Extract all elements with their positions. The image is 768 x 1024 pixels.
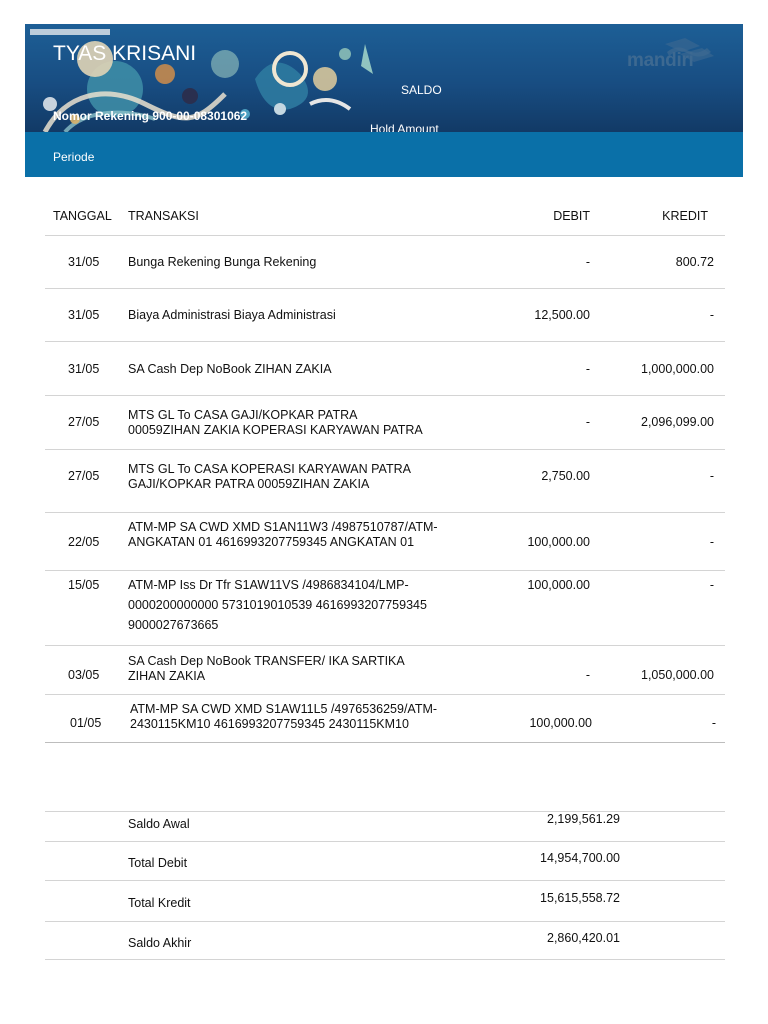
summary-value: 2,860,420.01 <box>547 931 620 945</box>
row-description-line: MTS GL To CASA KOPERASI KARYAWAN PATRA <box>128 462 411 476</box>
row-description-line: MTS GL To CASA GAJI/KOPKAR PATRA <box>128 408 358 422</box>
summary-label: Saldo Akhir <box>128 936 192 950</box>
divider <box>45 288 725 289</box>
row-kredit: - <box>709 308 714 322</box>
row-kredit: - <box>709 469 714 483</box>
row-debit: 100,000.00 <box>529 716 592 730</box>
row-description: SA Cash Dep NoBook ZIHAN ZAKIA <box>128 362 332 376</box>
account-holder-name: TYAS KRISANI <box>53 42 197 65</box>
saldo-label: SALDO <box>401 83 442 97</box>
row-debit: 12,500.00 <box>534 308 590 322</box>
divider <box>45 811 725 812</box>
divider <box>45 841 725 842</box>
row-debit: - <box>585 668 590 682</box>
col-header-kredit: KREDIT <box>662 209 708 223</box>
divider <box>45 959 725 960</box>
row-kredit: 800.72 <box>675 255 714 269</box>
row-description-line: 00059ZIHAN ZAKIA KOPERASI KARYAWAN PATRA <box>128 423 423 437</box>
row-debit: - <box>585 415 590 429</box>
row-description-line: ATM-MP SA CWD XMD S1AN11W3 /4987510787/ATM- <box>128 520 438 534</box>
row-description-line: ATM-MP SA CWD XMD S1AW11L5 /4976536259/ATM- <box>130 702 438 716</box>
logo-text: mandiri <box>627 50 694 71</box>
row-description: Biaya Administrasi Biaya Administrasi <box>128 308 336 322</box>
row-debit: - <box>585 362 590 376</box>
row-date: 01/05 <box>70 716 102 730</box>
row-kredit: - <box>709 578 714 592</box>
divider <box>45 341 725 342</box>
row-date: 22/05 <box>68 535 100 549</box>
divider <box>45 235 725 236</box>
row-debit: - <box>585 255 590 269</box>
row-description-line: 0000200000000 5731019010539 4616993207759345 <box>128 598 427 612</box>
account-header <box>25 24 743 132</box>
row-description-line: GAJI/KOPKAR PATRA 00059ZIHAN ZAKIA <box>128 477 370 491</box>
divider <box>45 395 725 396</box>
row-description-line: ATM-MP Iss Dr Tfr S1AW11VS /4986834104/LMP- <box>128 578 409 592</box>
row-description-line: ZIHAN ZAKIA <box>128 669 206 683</box>
summary-value: 2,199,561.29 <box>547 812 620 826</box>
periode-bar <box>25 132 743 177</box>
row-description <box>128 462 411 492</box>
row-description <box>128 575 427 635</box>
row-description-line: 2430115KM10 4616993207759345 2430115KM10 <box>130 717 409 731</box>
summary-label: Saldo Awal <box>128 817 190 831</box>
row-kredit: 1,000,000.00 <box>641 362 714 376</box>
row-description <box>128 654 405 684</box>
row-date: 31/05 <box>68 362 100 376</box>
row-description <box>130 702 437 732</box>
row-description-line: SA Cash Dep NoBook TRANSFER/ IKA SARTIKA <box>128 654 405 668</box>
row-description <box>128 408 423 438</box>
row-date: 15/05 <box>68 578 100 592</box>
row-debit: 100,000.00 <box>527 535 590 549</box>
account-number: Nomor Rekening 900-00-08301062 <box>53 109 248 123</box>
divider <box>45 449 725 450</box>
row-kredit: - <box>711 716 716 730</box>
summary-value: 14,954,700.00 <box>540 851 620 865</box>
summary-label: Total Debit <box>128 856 188 870</box>
row-description <box>128 520 438 550</box>
row-date: 31/05 <box>68 255 100 269</box>
row-kredit: 1,050,000.00 <box>641 668 714 682</box>
row-date: 27/05 <box>68 469 100 483</box>
divider <box>45 694 725 695</box>
summary-label: Total Kredit <box>128 896 191 910</box>
row-kredit: - <box>709 535 714 549</box>
row-description-line: ANGKATAN 01 4616993207759345 ANGKATAN 01 <box>128 535 415 549</box>
row-description: Bunga Rekening Bunga Rekening <box>128 255 317 269</box>
row-debit: 2,750.00 <box>541 469 590 483</box>
divider <box>45 880 725 881</box>
divider <box>45 921 725 922</box>
col-header-debit: DEBIT <box>553 209 590 223</box>
row-description-line: 9000027673665 <box>128 618 219 632</box>
col-header-tanggal: TANGGAL <box>53 209 112 223</box>
row-date: 03/05 <box>68 668 100 682</box>
row-kredit: 2,096,099.00 <box>641 415 714 429</box>
summary-value: 15,615,558.72 <box>540 891 620 905</box>
bank-logo <box>627 42 727 87</box>
row-date: 31/05 <box>68 308 100 322</box>
divider <box>45 742 725 743</box>
hold-amount-label: Hold Amount <box>370 122 439 132</box>
periode-label: Periode <box>53 150 95 164</box>
row-date: 27/05 <box>68 415 100 429</box>
divider <box>45 512 725 513</box>
col-header-transaksi: TRANSAKSI <box>128 209 199 223</box>
row-debit: 100,000.00 <box>527 578 590 592</box>
divider <box>45 570 725 571</box>
divider <box>45 645 725 646</box>
